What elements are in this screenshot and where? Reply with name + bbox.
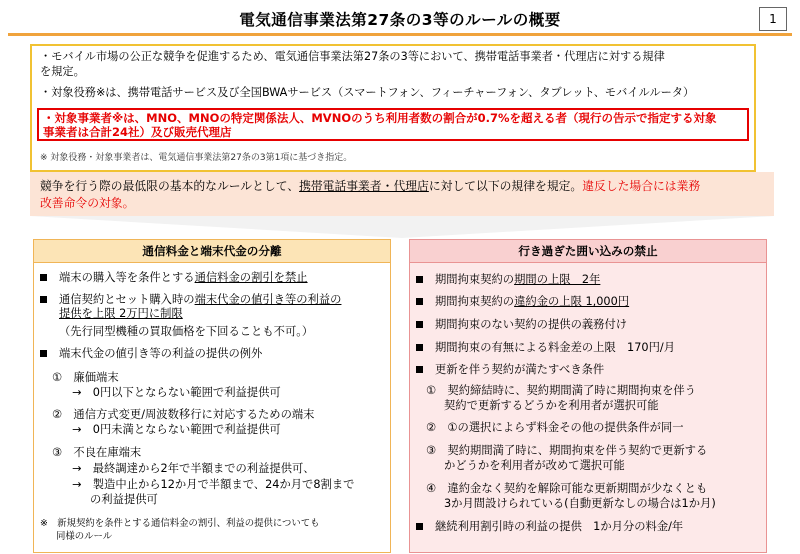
- right-item-2: [416, 295, 629, 309]
- overview-box: [30, 44, 756, 172]
- bullet-square-icon: [416, 298, 423, 305]
- right-item-1: [416, 273, 600, 287]
- summary-band: [30, 172, 774, 216]
- left-item-2: [40, 293, 341, 307]
- condition-4-cont: 3か月間設けられている(自動更新なしの場合は1か月): [444, 497, 716, 510]
- summary-violation: 違反した場合には業務: [582, 179, 701, 193]
- bullet-square-icon: [416, 276, 423, 283]
- summary-line-1: [40, 178, 700, 194]
- exception-2-detail: → 0円未満とならない範囲で利益提供可: [72, 423, 281, 436]
- right-item-4-text: 期間拘束の有無による料金差の上限 170円/月: [435, 341, 676, 354]
- summary-target: 携帯電話事業者・代理店: [299, 179, 429, 193]
- left-footnote-1: ※ 新規契約を条件とする通信料金の割引、利益の提供についても: [40, 518, 320, 529]
- summary-text-a: 競争を行う際の最低限の基本的なルールとして、: [40, 179, 300, 193]
- target-operators-highlight: [37, 108, 749, 141]
- left-item-2-sub: （先行同型機種の買取価格を下回ることも不可。）: [59, 325, 314, 338]
- exception-3-detail-2: → 製造中止から12か月で半額まで、24か月で8割まで: [72, 478, 355, 491]
- page-title: 電気通信事業法第27条の3等のルールの概要: [239, 11, 561, 29]
- bullet-square-icon: [40, 296, 47, 303]
- left-item-3: [40, 347, 262, 361]
- right-item-4: [416, 341, 675, 355]
- left-item-2-text: 通信契約とセット購入時の: [59, 293, 195, 306]
- right-item-2-text: 期間拘束契約の: [435, 295, 515, 308]
- right-item-3: [416, 318, 627, 332]
- exception-1-detail: → 0円以下とならない範囲で利益提供可: [72, 386, 281, 399]
- right-item-1-text: 期間拘束契約の: [435, 273, 515, 286]
- right-item-5: [416, 363, 604, 377]
- left-panel-heading: 通信料金と端末代金の分離: [33, 239, 391, 263]
- exception-3-detail-1: → 最終調達から2年で半額までの利益提供可、: [72, 462, 315, 475]
- left-item-1: [40, 271, 308, 285]
- overview-bullet-3: ・対象事業者※は、MNO、MNOの特定関係法人、MVNOのうち利用者数の割合が0.7%を超える者（現行の告示で指定する対象: [43, 111, 717, 125]
- condition-2: ② ①の選択によらず料金その他の提供条件が同一: [426, 421, 684, 434]
- page-number: 1: [759, 7, 787, 31]
- bullet-square-icon: [416, 321, 423, 328]
- condition-1: ① 契約締結時に、契約期間満了時に期間拘束を伴う: [426, 384, 696, 397]
- condition-3-cont: かどうかを利用者が改めて選択可能: [444, 459, 625, 472]
- title-underline: [8, 33, 792, 36]
- bullet-square-icon: [416, 366, 423, 373]
- exception-1-title: ① 廉価端末: [52, 371, 119, 384]
- down-arrow-shape: [30, 216, 774, 238]
- exception-3-detail-2-cont: の利益提供可: [90, 493, 158, 506]
- right-panel-heading: 行き過ぎた囲い込みの禁止: [409, 239, 767, 263]
- condition-4: ④ 違約金なく契約を解除可能な更新期間が少なくとも: [426, 482, 708, 495]
- right-item-3-text: 期間拘束のない契約の提供の義務付け: [435, 318, 628, 331]
- left-item-1-emphasis: 通信料金の割引を禁止: [194, 271, 308, 284]
- right-item-1-emphasis: 期間の上限 2年: [514, 273, 601, 286]
- left-item-2-cont: 提供を上限 2万円に制限: [59, 307, 183, 320]
- left-item-2-emphasis: 端末代金の値引き等の利益の: [194, 293, 342, 306]
- overview-bullet-1-cont: を規定。: [40, 65, 85, 78]
- exception-2-title: ② 通信方式変更/周波数移行に対応するための端末: [52, 408, 315, 421]
- right-item-6: [416, 520, 683, 534]
- left-item-1-text: 端末の購入等を条件とする: [59, 271, 195, 284]
- summary-text-b: に対して以下の規律を規定。: [428, 179, 583, 193]
- bullet-square-icon: [40, 274, 47, 281]
- right-item-6-text: 継続利用割引時の利益の提供 1か月分の料金/年: [435, 520, 684, 533]
- overview-bullet-2: ・対象役務※は、携帯電話サービス及び全国BWAサービス（スマートフォン、フィーチャーフォン、タブレット、モバイルルータ）: [40, 86, 695, 99]
- bullet-square-icon: [40, 350, 47, 357]
- right-item-2-emphasis: 違約金の上限 1,000円: [514, 295, 630, 308]
- condition-3: ③ 契約期間満了時に、期間拘束を伴う契約で更新する: [426, 444, 708, 457]
- left-footnote-2: 同様のルール: [56, 531, 113, 542]
- exception-3-title: ③ 不良在庫端末: [52, 446, 142, 459]
- overview-note: ※ 対象役務・対象事業者は、電気通信事業法第27条の3第1項に基づき指定。: [40, 153, 353, 163]
- right-item-5-text: 更新を伴う契約が満たすべき条件: [435, 363, 605, 376]
- overview-bullet-1: ・モバイル市場の公正な競争を促進するため、電気通信事業法第27条の3等において、携帯電話事業者・代理店に対する規律: [40, 50, 665, 63]
- right-panel: [409, 263, 767, 553]
- bullet-square-icon: [416, 344, 423, 351]
- left-panel: [33, 263, 391, 553]
- condition-1-cont: 契約で更新するどうかを利用者が選択可能: [444, 399, 659, 412]
- overview-bullet-3-cont: 事業者は合計24社）及び販売代理店: [43, 125, 232, 139]
- bullet-square-icon: [416, 523, 423, 530]
- summary-line-2: 改善命令の対象。: [40, 196, 135, 210]
- left-item-3-text: 端末代金の値引き等の利益の提供の例外: [59, 347, 263, 360]
